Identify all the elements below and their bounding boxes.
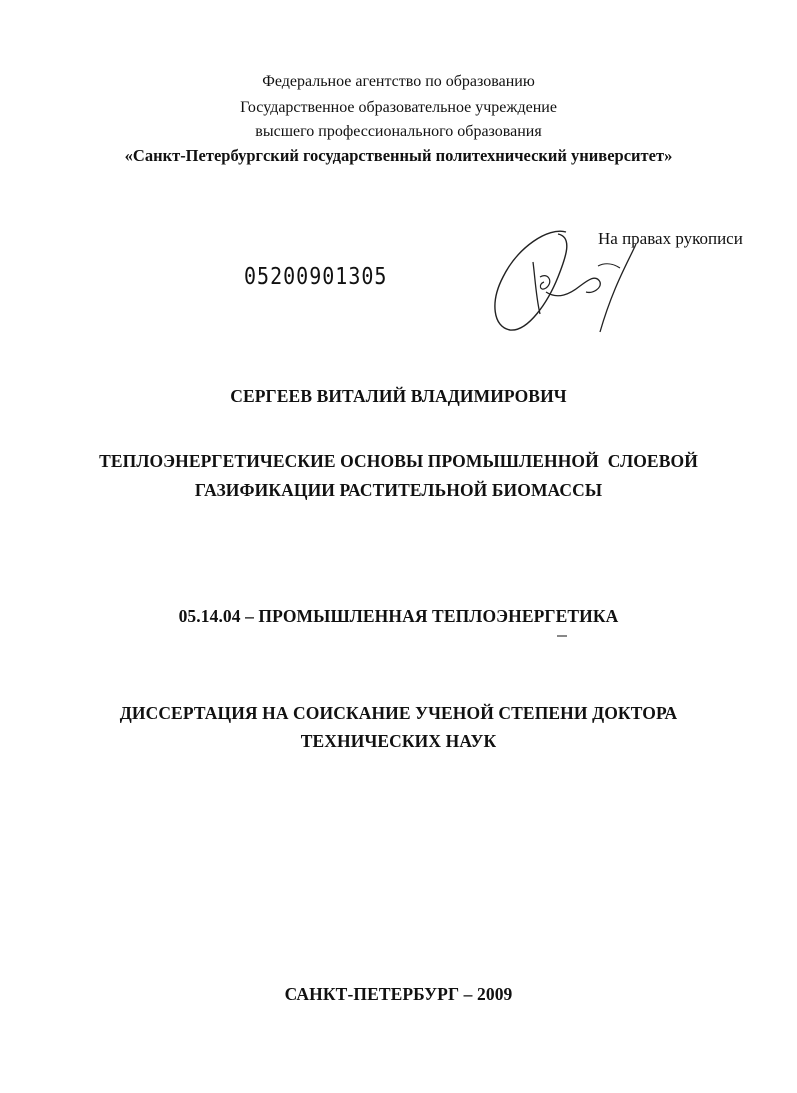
- specialty: 05.14.04 – ПРОМЫШЛЕННАЯ ТЕПЛОЭНЕРГЕТИКА: [178, 606, 619, 626]
- degree-line-1: ДИССЕРТАЦИЯ НА СОИСКАНИЕ УЧЕНОЙ СТЕПЕНИ ДОКТОРА: [119, 703, 678, 723]
- footer-city-year: САНКТ-ПЕТЕРБУРГ – 2009: [284, 984, 513, 1004]
- header-university: «Санкт-Петербургский государственный политехнический университет»: [124, 146, 673, 165]
- header-ministry: Федеральное агентство по образованию: [262, 73, 535, 90]
- registration-code: 05200901305: [244, 262, 388, 290]
- scan-mark: [557, 635, 567, 637]
- author-name: СЕРГЕЕВ ВИТАЛИЙ ВЛАДИМИРОВИЧ: [230, 386, 567, 406]
- header-institution-type: Государственное образовательное учреждение: [240, 99, 557, 116]
- thesis-title-line-1: ТЕПЛОЭНЕРГЕТИЧЕСКИЕ ОСНОВЫ ПРОМЫШЛЕННОЙ СЛОЕВОЙ: [99, 451, 698, 471]
- signature: [488, 222, 638, 337]
- header-education-level: высшего профессионального образования: [255, 123, 542, 140]
- degree-line-2: ТЕХНИЧЕСКИХ НАУК: [300, 731, 497, 751]
- manuscript-note: На правах рукописи: [598, 229, 743, 248]
- thesis-title-line-2: ГАЗИФИКАЦИИ РАСТИТЕЛЬНОЙ БИОМАССЫ: [194, 480, 603, 500]
